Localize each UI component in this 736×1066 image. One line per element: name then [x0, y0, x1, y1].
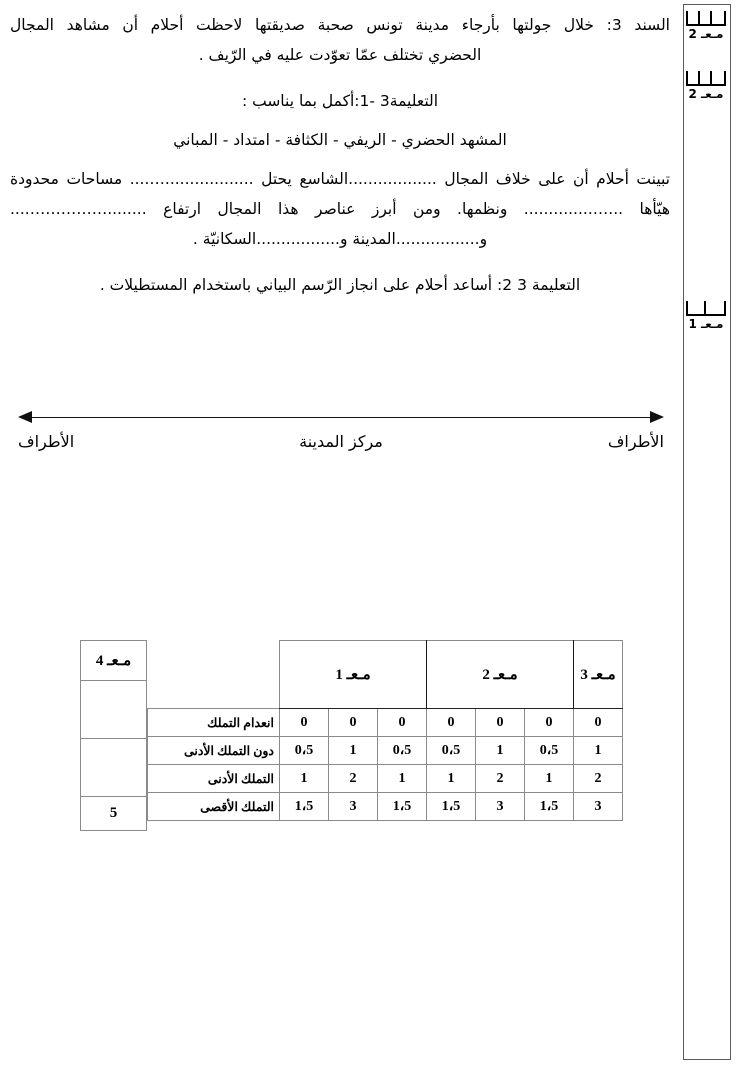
marking-margin: [683, 4, 731, 1060]
side-cell-2[interactable]: [81, 739, 147, 797]
rubric-row-2: [148, 765, 623, 793]
rubric-cell[interactable]: 1،5: [378, 793, 427, 821]
rubric-cell[interactable]: 0،5: [427, 737, 476, 765]
rubric-cell[interactable]: 2: [574, 765, 623, 793]
rubric-criterion-label: دون التملك الأدنى: [148, 737, 280, 765]
rubric-row-0: [148, 709, 623, 737]
rubric-cell[interactable]: 1: [280, 765, 329, 793]
arrow-head-left-icon: [18, 411, 32, 423]
rubric-cell[interactable]: 3: [574, 793, 623, 821]
rubric-side-table: [80, 640, 147, 831]
rubric-criterion-label: التملك الأقصى: [148, 793, 280, 821]
rubric-cell[interactable]: 0: [427, 709, 476, 737]
rubric-group-header-row: [148, 641, 623, 709]
mark-box-2[interactable]: [686, 71, 726, 102]
axis-label-end: الأطراف: [18, 432, 75, 451]
fill-blank-line-3[interactable]: و.................المدينة و.................السكانيّة .: [192, 230, 488, 248]
rubric-cell[interactable]: 1،5: [525, 793, 574, 821]
rubric-cell[interactable]: 0: [574, 709, 623, 737]
mark-box-1[interactable]: [686, 11, 726, 42]
side-total: 5: [81, 797, 147, 831]
rubric-cell[interactable]: 3: [329, 793, 378, 821]
source-text-line-2: الحضري تختلف عمّا تعوّدت عليه في الرّيف .: [198, 46, 482, 64]
rubric-row-1: [148, 737, 623, 765]
rubric-cell[interactable]: 0،5: [280, 737, 329, 765]
rubric-cell[interactable]: 1: [525, 765, 574, 793]
rubric-main-table: [147, 640, 623, 821]
rubric-cell[interactable]: 0: [476, 709, 525, 737]
mark-box-3[interactable]: [686, 301, 726, 332]
axis-label-middle: مركز المدينة: [299, 432, 383, 451]
rubric-cell[interactable]: 1: [329, 737, 378, 765]
mark-box-3-label: مـعـ 1: [688, 317, 724, 331]
urban-gradient-axis: [18, 408, 664, 478]
rubric-cell[interactable]: 1: [476, 737, 525, 765]
rubric-cell[interactable]: 1: [427, 765, 476, 793]
word-bank: المشهد الحضري - الريفي - الكثافة - امتداد - المباني: [173, 131, 507, 149]
rubric-group-mea-2: مـعـ 2: [427, 641, 574, 709]
mark-comb-1: [686, 11, 726, 26]
rubric-row-3: [148, 793, 623, 821]
rubric-cell[interactable]: 2: [329, 765, 378, 793]
rubric-cell[interactable]: 1،5: [427, 793, 476, 821]
document-body: [0, 0, 678, 300]
mark-comb-2: [686, 71, 726, 86]
rubric-cell[interactable]: 1،5: [280, 793, 329, 821]
source-text-line-1: السند 3: خلال جولتها بأرجاء مدينة تونس صحبة صديقتها لاحظت أحلام أن مشاهد المجال: [10, 16, 670, 34]
mark-comb-3: [686, 301, 726, 316]
rubric-criterion-label: التملك الأدنى: [148, 765, 280, 793]
mark-box-2-label: مـعـ 2: [688, 87, 724, 101]
axis-line: [32, 417, 650, 418]
mark-box-1-label: مـعـ 2: [688, 27, 724, 41]
instruction-2-title: التعليمة 3 2: أساعد أحلام على انجاز الرّسم البياني باستخدام المستطيلات .: [99, 276, 581, 294]
rubric-criterion-label: انعدام التملك: [148, 709, 280, 737]
rubric-group-mea-1: مـعـ 1: [280, 641, 427, 709]
fill-blank-line-1[interactable]: تبينت أحلام أن على خلاف المجال ..................الشاسع يحتل ..................….... مساحات محدودة: [10, 170, 670, 188]
rubric-cell[interactable]: 3: [476, 793, 525, 821]
rubric-group-mea-3: مـعـ 3: [574, 641, 623, 709]
rubric-cell[interactable]: 0،5: [378, 737, 427, 765]
rubric-cell[interactable]: 2: [476, 765, 525, 793]
rubric-cell[interactable]: 0: [329, 709, 378, 737]
rubric-cell[interactable]: 0: [378, 709, 427, 737]
rubric-criteria-header: [148, 641, 280, 709]
side-cell-1[interactable]: [81, 681, 147, 739]
fill-blank-line-2[interactable]: هيّأها ...….............. ونظمها. ومن أبرز عناصر هذا المجال ارتفاع ........……………....: [10, 200, 670, 218]
side-header: مـعـ 4: [81, 641, 147, 681]
rubric-cell[interactable]: 0: [280, 709, 329, 737]
rubric-cell[interactable]: 1: [574, 737, 623, 765]
rubric-cell[interactable]: 0: [525, 709, 574, 737]
scoring-rubric: [58, 640, 623, 831]
rubric-cell[interactable]: 1: [378, 765, 427, 793]
arrow-head-right-icon: [650, 411, 664, 423]
axis-label-start: الأطراف: [607, 432, 664, 451]
instruction-1-title: التعليمة3 -1:أكمل بما يناسب :: [241, 92, 439, 110]
rubric-cell[interactable]: 0،5: [525, 737, 574, 765]
